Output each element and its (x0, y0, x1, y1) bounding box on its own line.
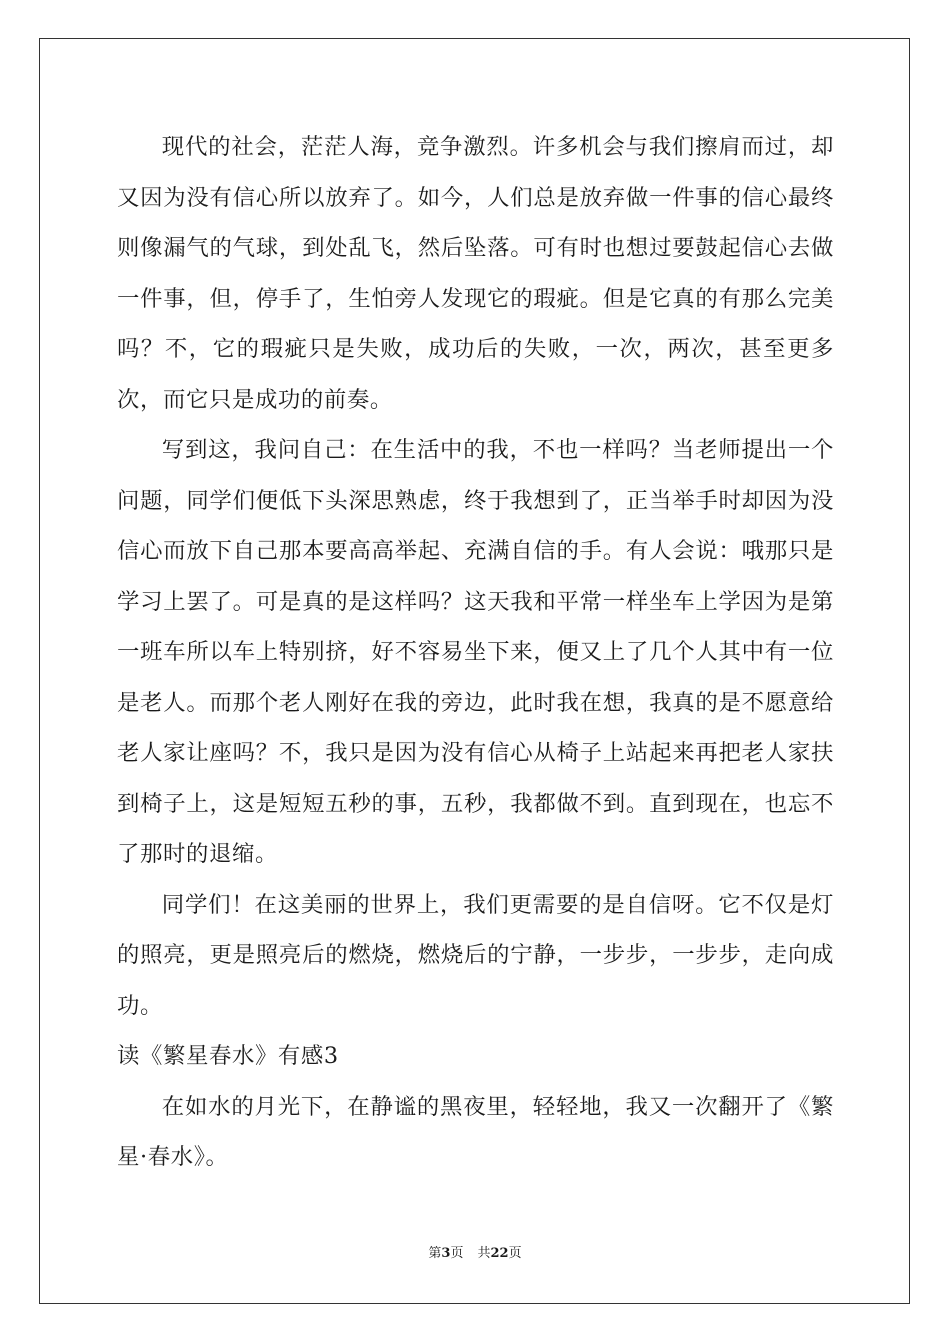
page-current: 3 (441, 1246, 451, 1261)
paragraph-3: 同学们！在这美丽的世界上，我们更需要的是自信呀。它不仅是灯的照亮，更是照亮后的燃烧，燃烧后的宁静，一步步，一步步，走向成功。 (117, 891, 834, 1019)
page-prefix: 第 (428, 1246, 442, 1261)
document-body (117, 122, 834, 1183)
total-prefix: 共 (477, 1246, 491, 1261)
paragraph-2: 写到这，我问自己：在生活中的我，不也一样吗？当老师提出一个问题，同学们便低下头深思熟虑，终于我想到了，正当举手时却因为没信心而放下自己那本要高高举起、充满自信的手。有人会说：哦那只是学习上罢了。可是真的是这样吗？这天我和平常一样坐车上学因为是第一班车所以车上特别挤，好不容易坐下来，便又上了几个人其中有一位是老人。而那个老人刚好在我的旁边，此时我在想，我真的是不愿意给老人家让座吗？不，我只是因为没有信心从椅子上站起来再把老人家扶到椅子上，这是短短五秒的事，五秒，我都做不到。直到现在，也忘不了那时的退缩。 (117, 437, 834, 867)
total-unit: 页 (508, 1246, 522, 1261)
paragraph-1: 现代的社会，茫茫人海，竞争激烈。许多机会与我们擦肩而过，却又因为没有信心所以放弃了。如今，人们总是放弃做一件事的信心最终则像漏气的气球，到处乱飞，然后坠落。可有时也想过要鼓起信心去做一件事，但，停手了，生怕旁人发现它的瑕疵。但是它真的有那么完美吗？不，它的瑕疵只是失败，成功后的失败，一次，两次，甚至更多次，而它只是成功的前奏。 (117, 134, 834, 413)
page-total: 22 (490, 1246, 509, 1261)
page-unit: 页 (450, 1246, 464, 1261)
paragraph-4: 在如水的月光下，在静谧的黑夜里，轻轻地，我又一次翻开了《繁星·春水》。 (117, 1093, 834, 1170)
page-footer (0, 1245, 950, 1263)
section-heading: 读《繁星春水》有感3 (117, 1043, 339, 1069)
